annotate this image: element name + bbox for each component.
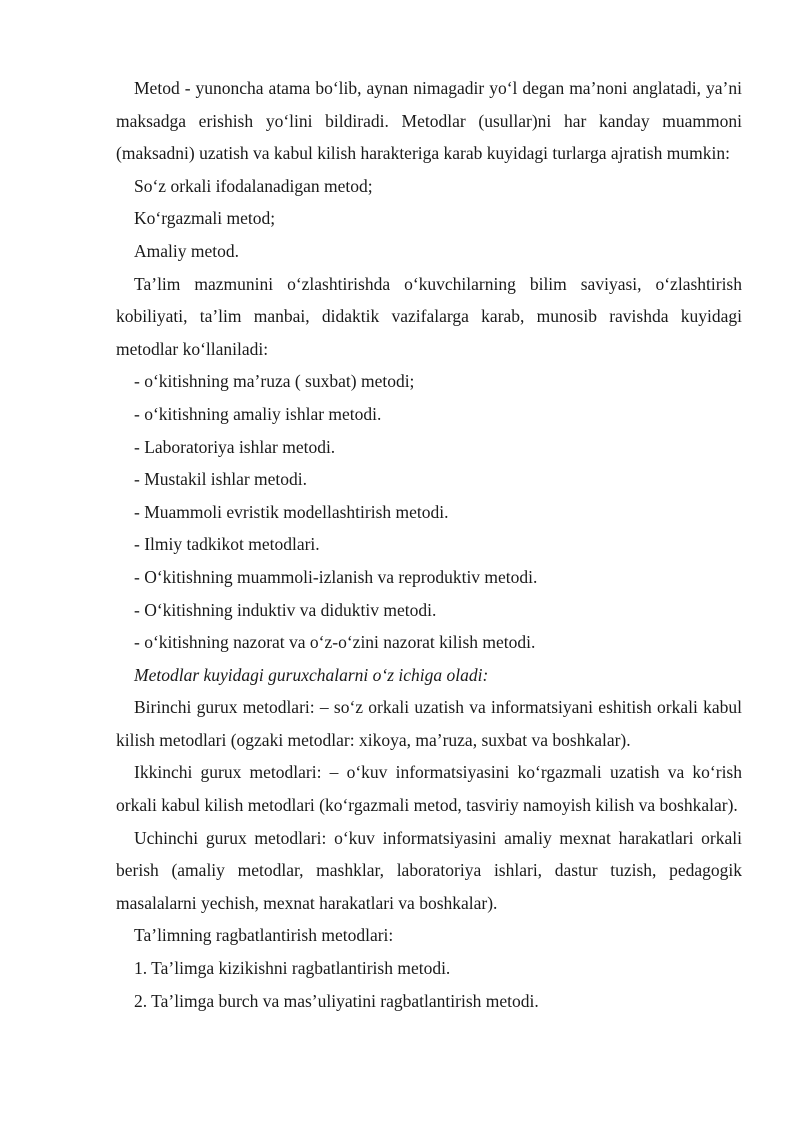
subheading-method-groups: Metodlar kuyidagi guruxchalarni o‘z ichiga oladi: bbox=[134, 664, 489, 685]
method-type-practical: Amaliy metod. bbox=[134, 240, 239, 261]
list-item-research-methods: - Ilmiy tadkikot metodlari. bbox=[134, 534, 320, 555]
list-item-heuristic-modelling-method: - Muammoli evristik modellashtirish metodi. bbox=[134, 501, 449, 522]
list-item-interest-motivation: 1. Ta’limga kizikishni ragbatlantirish metodi. bbox=[134, 958, 451, 979]
method-type-verbal: So‘z orkali ifodalanadigan metod; bbox=[134, 175, 373, 196]
method-type-visual: Ko‘rgazmali metod; bbox=[134, 208, 276, 229]
list-item-laboratory-method: - Laboratoriya ishlar metodi. bbox=[134, 436, 336, 457]
list-item-duty-motivation: 2. Ta’limga burch va mas’uliyatini ragbatlantirish metodi. bbox=[134, 990, 539, 1011]
paragraph-second-group: Ikkinchi gurux metodlari: – o‘kuv informatsiyasini ko‘rgazmali uzatish va ko‘rish orkali kabul kilish metodlari (ko‘rgazmali metod, tasviriy namoyish kilish va boshkalar). bbox=[116, 762, 742, 816]
paragraph-metod-definition: Metod - yunoncha atama bo‘lib, aynan nimagadir yo‘l degan ma’noni anglatadi, ya’ni maksadga erishish yo‘lini bildiradi. Metodlar (usullar)ni har kanday muammoni (maksadni) uzatish va kabul kilish harakteriga karab kuyidagi turlarga ajratish mumkin: bbox=[116, 78, 742, 164]
list-item-practical-works-method: - o‘kitishning amaliy ishlar metodi. bbox=[134, 403, 382, 424]
document-page bbox=[116, 72, 742, 1017]
paragraph-motivation-methods: Ta’limning ragbatlantirish metodlari: bbox=[134, 925, 394, 946]
paragraph-third-group: Uchinchi gurux metodlari: o‘kuv informatsiyasini amaliy mexnat harakatlari orkali berish (amaliy metodlar, mashklar, laboratoriya ishlari, dastur tuzish, pedagogik masalalarni yechish, mexnat harakatlari va boshkalar). bbox=[116, 827, 742, 913]
paragraph-talim-mazmuni: Ta’lim mazmunini o‘zlashtirishda o‘kuvchilarning bilim saviyasi, o‘zlashtirish kobiliyati, ta’lim manbai, didaktik vazifalarga karab, munosib ravishda kuyidagi metodlar ko‘llaniladi: bbox=[116, 273, 742, 359]
list-item-problem-search-method: - O‘kitishning muammoli-izlanish va reproduktiv metodi. bbox=[134, 566, 538, 587]
list-item-control-method: - o‘kitishning nazorat va o‘z-o‘zini nazorat kilish metodi. bbox=[134, 632, 536, 653]
list-item-lecture-method: - o‘kitishning ma’ruza ( suxbat) metodi; bbox=[134, 371, 415, 392]
list-item-inductive-deductive-method: - O‘kitishning induktiv va diduktiv metodi. bbox=[134, 599, 437, 620]
list-item-independent-work-method: - Mustakil ishlar metodi. bbox=[134, 469, 308, 490]
paragraph-first-group: Birinchi gurux metodlari: – so‘z orkali uzatish va informatsiyani eshitish orkali kabul kilish metodlari (ogzaki metodlar: xikoya, ma’ruza, suxbat va boshkalar). bbox=[116, 697, 742, 750]
